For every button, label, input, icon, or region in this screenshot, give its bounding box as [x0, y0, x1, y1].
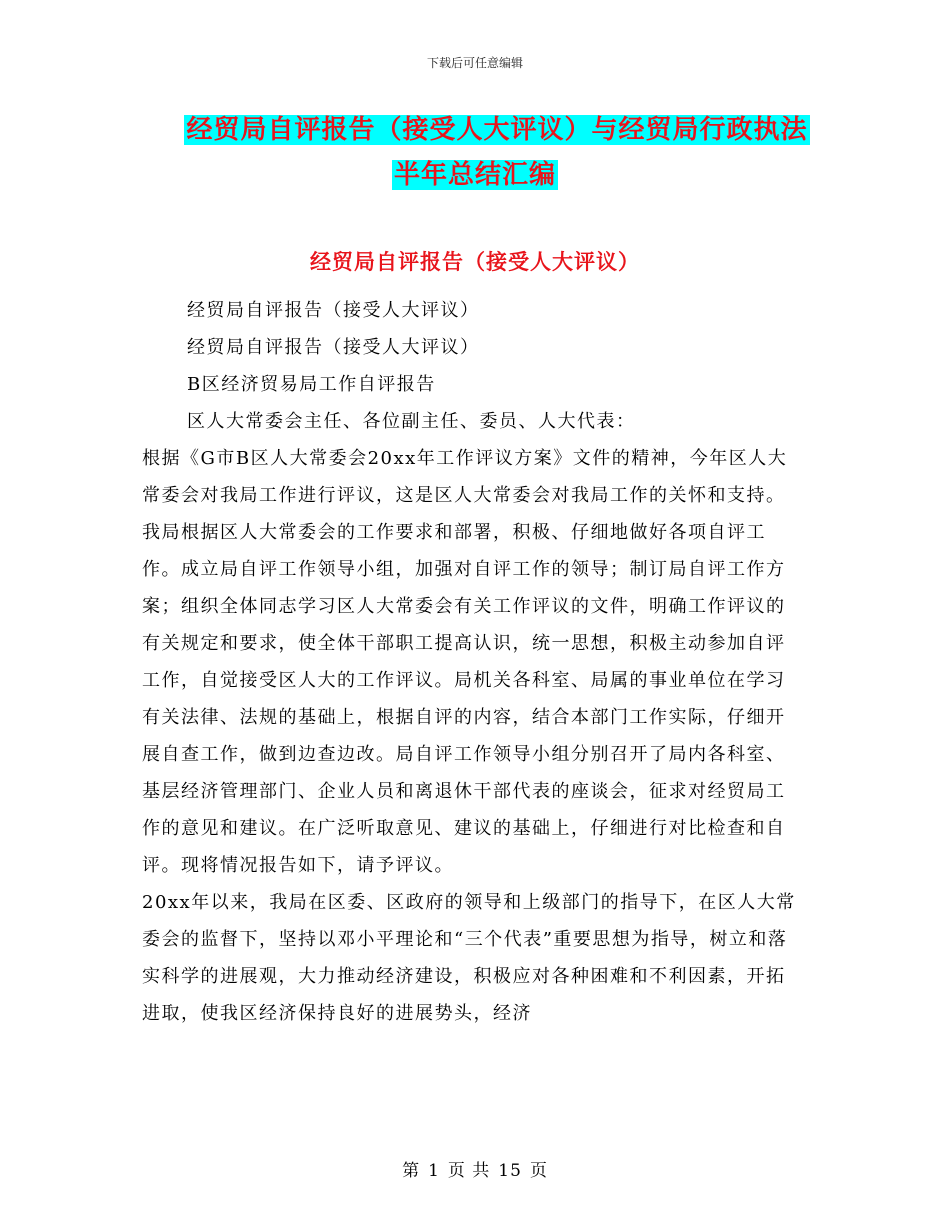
page-total: 15: [498, 1161, 522, 1181]
footer-prefix: 第: [402, 1161, 421, 1181]
document-title-text-2: 半年总结汇编: [393, 160, 556, 190]
body-text: [142, 292, 802, 1032]
document-title-line-1: [22, 112, 950, 148]
paragraph: 根据《G市B区人大常委会20xx年工作评议方案》文件的精神，今年区人大常委会对我局工作进行评议，这是区人大常委会对我局工作的关怀和支持。: [142, 448, 788, 506]
paragraph: 我局根据区人大常委会的工作要求和部署，积极、仔细地做好各项自评工作。成立局自评工作领导小组，加强对自评工作的领导；制订局自评工作方案；组织全体同志学习区人大常委会有关工作评议的文件，明确工作评议的有关规定和要求，使全体干部职工提高认识，统一思想，积极主动参加自评工作，自觉接受区人大的工作评议。局机关各科室、局属的事业单位在学习有关法律、法规的基础上，根据自评的内容，结合本部门工作实际，仔细开展自查工作，做到边查边改。局自评工作领导小组分别召开了局内各科室、基层经济管理部门、企业人员和离退休干部代表的座谈会，征求对经贸局工作的意见和建议。在广泛听取意见、建议的基础上，仔细进行对比检查和自评。现将情况报告如下，请予评议。: [142, 522, 786, 876]
paragraph: 20xx年以来，我局在区委、区政府的领导和上级部门的指导下，在区人大常委会的监督下，坚持以邓小平理论和“三个代表”重要思想为指导，树立和落实科学的进展观，大力推动经济建设，积极应对各种困难和不利因素，开拓进取，使我区经济保持良好的进展势头，经济: [142, 892, 796, 1024]
document-title-text-1: 经贸局自评报告（接受人大评议）与经贸局行政执法: [186, 115, 808, 145]
section-heading: 经贸局自评报告（接受人大评议）: [310, 250, 640, 274]
footer-suffix: 页: [529, 1161, 548, 1181]
header-note: 下载后可任意编辑: [426, 56, 523, 70]
document-title-line-2: [0, 157, 950, 193]
footer-middle: 页 共: [447, 1161, 491, 1181]
paragraph: 经贸局自评报告（接受人大评议）: [187, 300, 480, 321]
page-number: 1: [428, 1161, 440, 1181]
paragraph: 区人大常委会主任、各位副主任、委员、人大代表：: [187, 411, 636, 432]
page-footer: [0, 1156, 950, 1181]
paragraph: 经贸局自评报告（接受人大评议）: [187, 337, 480, 358]
paragraph: B区经济贸易局工作自评报告: [187, 374, 436, 395]
